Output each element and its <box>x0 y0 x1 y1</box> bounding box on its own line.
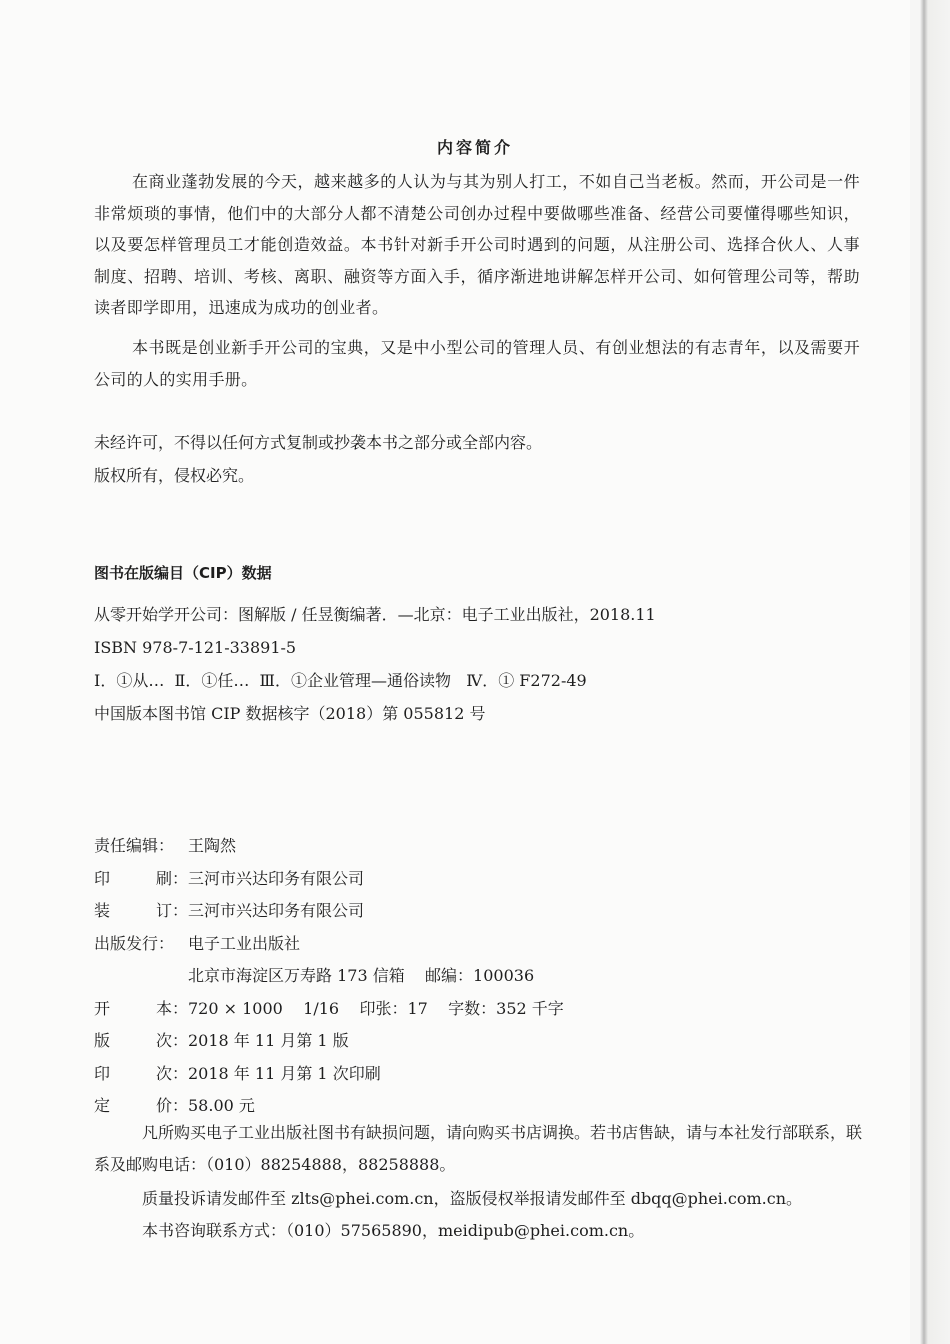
colophon-format-label-a: 开 <box>94 998 111 1018</box>
colophon-editor-label: 责任编辑： <box>94 836 175 855</box>
colophon-publisher-label: 出版发行： <box>94 933 175 953</box>
intro-paragraph-1: 在商业蓬勃发展的今天，越来越多的人认为与其为别人打工，不如自己当老板。然而，开公司是一件非常烦琐的事情，他们中的大部分人都不清楚公司创办过程中要做哪些准备、经营公司要懂得哪些知识，以及要怎样管理员工才能创造效益。本书针对新手开公司时遇到的问题，从注册公司、选择合伙人、人事制度、招聘、培训、考核、离职、融资等方面入手，循序渐进地讲解怎样开公司、如何管理公司等，帮助读者即学即用，迅速成为成功的创业者。 <box>94 172 860 317</box>
cip-isbn: ISBN 978-7-121-33891-5 <box>94 638 297 657</box>
contact-notice: 本书咨询联系方式：（010）57565890，meidipub@phei.com.cn。 <box>142 1221 645 1240</box>
colophon-bind-value: 三河市兴达印务有限公司 <box>188 901 365 920</box>
colophon-print-value: 三河市兴达印务有限公司 <box>188 868 365 888</box>
colophon-format-value: 720 × 1000 1/16 印张：17 字数：352 千字 <box>188 998 564 1018</box>
cip-record-number: 中国版本图书馆 CIP 数据核字（2018）第 055812 号 <box>94 704 486 723</box>
complaint-notice: 质量投诉请发邮件至 zlts@phei.com.cn，盗版侵权举报请发邮件至 dbqq@phei.com.cn。 <box>142 1189 803 1208</box>
colophon-address <box>94 960 564 993</box>
colophon-price-value: 58.00 元 <box>188 1096 255 1115</box>
defect-notice: 凡所购买电子工业出版社图书有缺损问题，请向购买书店调换。若书店售缺，请与本社发行部联系，联系及邮购电话：（010）88254888，88258888。 <box>94 1123 863 1174</box>
colophon-print-label-b: 刷： <box>155 868 188 888</box>
cip-classification: Ⅰ．①从… Ⅱ．①任… Ⅲ．①企业管理—通俗读物 Ⅳ．① F272-49 <box>94 671 587 690</box>
intro-title: 内容简介 <box>436 138 513 157</box>
colophon-format <box>94 993 564 1026</box>
colophon-printing <box>94 1058 564 1091</box>
scan-page-edge <box>910 0 950 1344</box>
colophon-print <box>94 863 564 896</box>
colophon-bind-label-a: 装 <box>94 901 111 920</box>
colophon-format-label-b: 本： <box>155 998 188 1018</box>
colophon-editor-value: 王陶然 <box>188 836 237 855</box>
colophon-bind <box>94 895 564 928</box>
colophon-editor <box>94 830 564 863</box>
colophon-publisher <box>94 928 564 961</box>
colophon-printing-label-a: 印 <box>94 1063 111 1083</box>
colophon-edition <box>94 1025 564 1058</box>
colophon-price-label-a: 定 <box>94 1096 111 1115</box>
colophon-price-label-b: 价： <box>155 1096 188 1115</box>
colophon-publisher-value: 电子工业出版社 <box>188 933 301 953</box>
colophon-bind-label-b: 订： <box>155 901 188 920</box>
copyright-notice: 未经许可，不得以任何方式复制或抄袭本书之部分或全部内容。 <box>94 433 543 452</box>
rights-reserved: 版权所有，侵权必究。 <box>94 466 255 485</box>
colophon-address-value: 北京市海淀区万寿路 173 信箱 邮编：100036 <box>188 966 535 985</box>
colophon-print-label-a: 印 <box>94 868 111 888</box>
colophon-edition-value: 2018 年 11 月第 1 版 <box>188 1031 349 1050</box>
colophon-edition-label-a: 版 <box>94 1031 111 1050</box>
colophon-printing-label-b: 次： <box>155 1063 188 1083</box>
intro-paragraph-2: 本书既是创业新手开公司的宝典，又是中小型公司的管理人员、有创业想法的有志青年，以及需要开公司的人的实用手册。 <box>94 338 860 389</box>
cip-heading: 图书在版编目（CIP）数据 <box>94 564 272 582</box>
colophon <box>94 830 564 1123</box>
colophon-edition-label-b: 次： <box>155 1031 188 1050</box>
colophon-printing-value: 2018 年 11 月第 1 次印刷 <box>188 1063 381 1083</box>
cip-title-line: 从零开始学开公司：图解版 / 任昱衡编著．—北京：电子工业出版社，2018.11 <box>94 605 656 624</box>
